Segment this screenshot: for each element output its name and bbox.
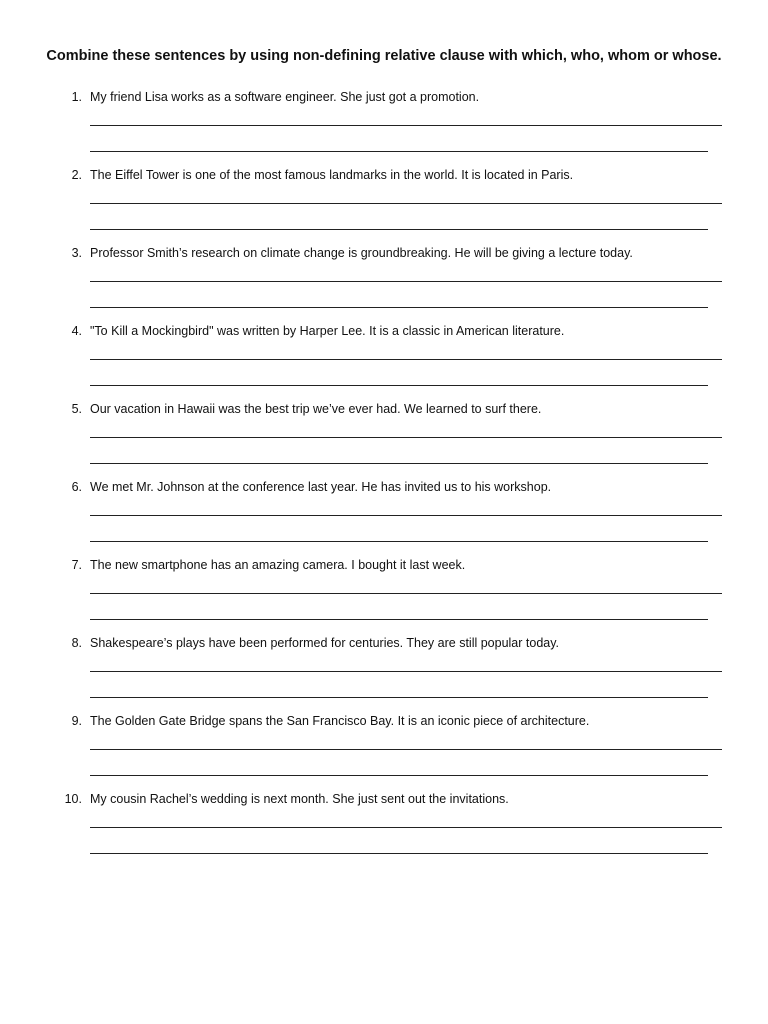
exercise-item: [0, 401, 768, 479]
item-number: 7.: [71, 558, 82, 572]
answer-line[interactable]: [90, 853, 708, 854]
answer-line[interactable]: [90, 359, 722, 360]
exercise-list: [0, 89, 768, 869]
answer-line[interactable]: [90, 125, 722, 126]
answer-line[interactable]: [90, 775, 708, 776]
answer-line[interactable]: [90, 827, 722, 828]
answer-line[interactable]: [90, 307, 708, 308]
answer-line[interactable]: [90, 541, 708, 542]
item-sentence: My cousin Rachel’s wedding is next month. She just sent out the invitations.: [90, 792, 509, 806]
answer-line[interactable]: [90, 515, 722, 516]
item-number: 6.: [71, 480, 82, 494]
exercise-item: [0, 245, 768, 323]
answer-line[interactable]: [90, 697, 708, 698]
item-number: 4.: [71, 324, 82, 338]
answer-line[interactable]: [90, 385, 708, 386]
item-sentence: Shakespeare’s plays have been performed for centuries. They are still popular today.: [90, 636, 560, 650]
exercise-item: [0, 89, 768, 167]
item-number: 9.: [71, 714, 82, 728]
item-sentence: "To Kill a Mockingbird" was written by Harper Lee. It is a classic in American literature.: [90, 324, 565, 338]
answer-line[interactable]: [90, 463, 708, 464]
answer-line[interactable]: [90, 749, 722, 750]
exercise-item: [0, 479, 768, 557]
exercise-item: [0, 323, 768, 401]
exercise-item: [0, 713, 768, 791]
answer-line[interactable]: [90, 229, 708, 230]
item-sentence: The Golden Gate Bridge spans the San Francisco Bay. It is an iconic piece of architecture.: [90, 714, 590, 728]
answer-line[interactable]: [90, 151, 708, 152]
answer-line[interactable]: [90, 437, 722, 438]
answer-line[interactable]: [90, 593, 722, 594]
exercise-item: [0, 635, 768, 713]
answer-line[interactable]: [90, 671, 722, 672]
item-sentence: The Eiffel Tower is one of the most famous landmarks in the world. It is located in Paris.: [90, 168, 574, 182]
item-sentence: My friend Lisa works as a software engineer. She just got a promotion.: [90, 90, 480, 104]
item-number: 3.: [71, 246, 82, 260]
item-sentence: The new smartphone has an amazing camera. I bought it last week.: [90, 558, 466, 572]
answer-line[interactable]: [90, 281, 722, 282]
item-number: 5.: [71, 402, 82, 416]
worksheet-title: Combine these sentences by using non-defining relative clause with which, who, whom or whose.: [46, 48, 722, 64]
item-number: 8.: [71, 636, 82, 650]
exercise-item: [0, 791, 768, 869]
item-number: 2.: [71, 168, 82, 182]
item-sentence: Our vacation in Hawaii was the best trip we’ve ever had. We learned to surf there.: [90, 402, 542, 416]
answer-line[interactable]: [90, 203, 722, 204]
exercise-item: [0, 557, 768, 635]
exercise-item: [0, 167, 768, 245]
item-sentence: Professor Smith’s research on climate change is groundbreaking. He will be giving a lecture today.: [90, 246, 633, 260]
item-sentence: We met Mr. Johnson at the conference last year. He has invited us to his workshop.: [90, 480, 552, 494]
item-number: 10.: [64, 792, 82, 806]
answer-line[interactable]: [90, 619, 708, 620]
item-number: 1.: [71, 90, 82, 104]
